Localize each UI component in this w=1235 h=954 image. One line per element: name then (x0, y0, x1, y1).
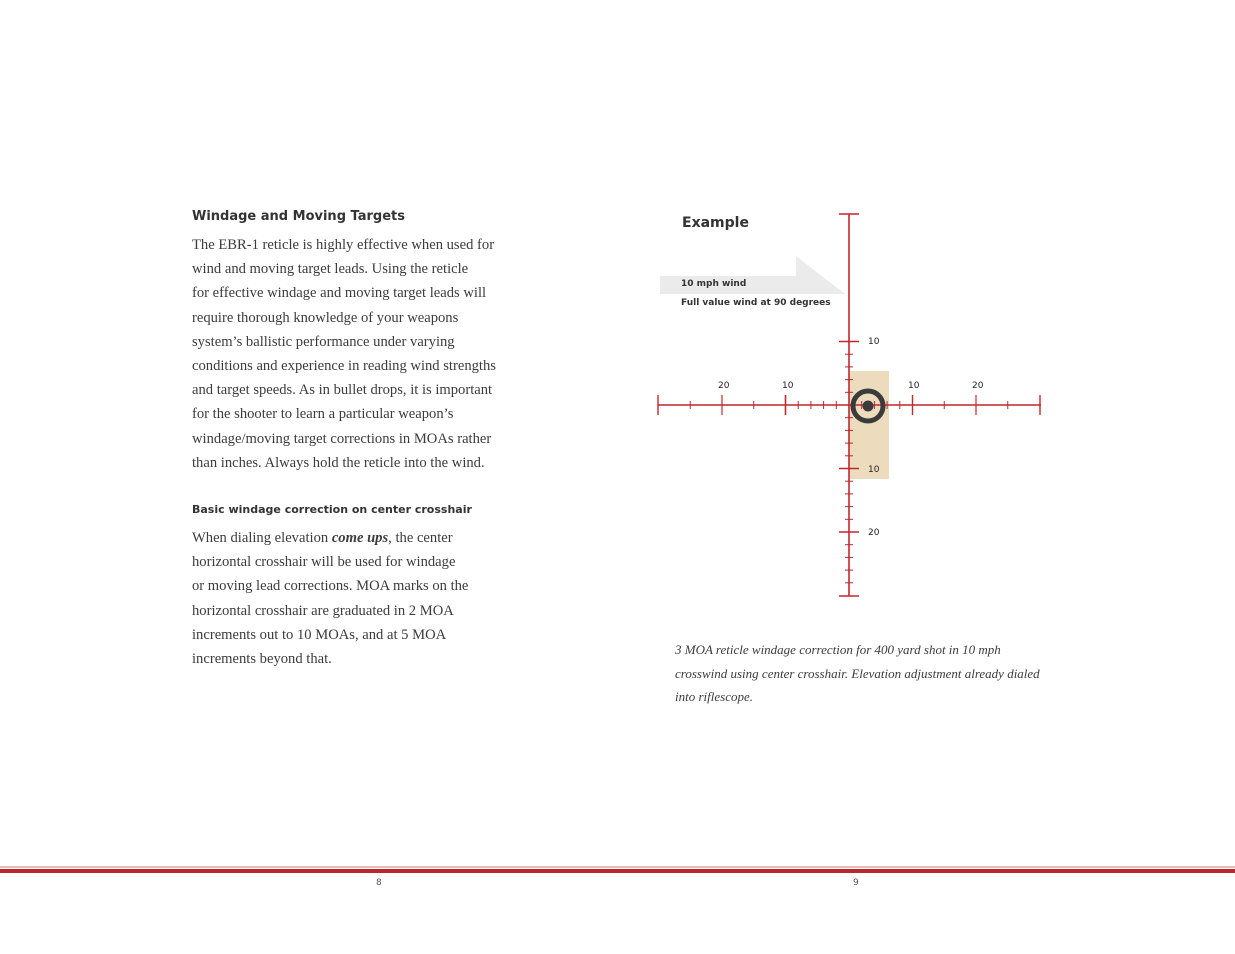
page-number-right: 9 (853, 878, 859, 888)
section-heading: Windage and Moving Targets (192, 209, 405, 224)
crosshair-lines (658, 214, 1041, 596)
paragraph-line: than inches. Always hold the reticle into the wind. (192, 454, 485, 471)
label-right-10: 10 (908, 381, 920, 391)
caption-line: crosswind using center crosshair. Elevation adjustment already dialed (675, 665, 1040, 681)
subsection-heading: Basic windage correction on center crosshair (192, 503, 472, 516)
caption-line: 3 MOA reticle windage correction for 400 yard shot in 10 mph (675, 642, 1001, 657)
footer-rule-light (0, 866, 1235, 868)
wind-description-label: Full value wind at 90 degrees (681, 298, 831, 308)
paragraph-line: wind and moving target leads. Using the reticle (192, 261, 469, 278)
paragraph-line: horizontal crosshair are graduated in 2 MOA (192, 602, 454, 619)
label-left-20: 20 (718, 381, 730, 391)
paragraph-line: conditions and experience in reading wind strengths (192, 358, 496, 375)
paragraph-line: or moving lead corrections. MOA marks on the (192, 578, 469, 595)
paragraph-line: horizontal crosshair will be used for windage (192, 554, 456, 571)
paragraph-line: and target speeds. As in bullet drops, it is important (192, 382, 493, 399)
hold-highlight (849, 371, 889, 479)
label-up-10: 10 (868, 337, 880, 347)
label-right-20: 20 (972, 381, 984, 391)
paragraph-line: for the shooter to learn a particular weapon’s (192, 406, 454, 423)
example-title: Example (682, 215, 749, 231)
paragraph-line: system’s ballistic performance under varying (192, 333, 455, 350)
paragraph-line: require thorough knowledge of your weapons (192, 309, 459, 326)
come-ups-emphasis: come ups (331, 530, 389, 546)
label-down-10: 10 (868, 465, 880, 475)
paragraph-line: windage/moving target corrections in MOAs rather (192, 430, 492, 447)
paragraph-line: The EBR-1 reticle is highly effective when used for (192, 237, 495, 253)
label-left-10: 10 (782, 381, 794, 391)
paragraph-text: , the center (388, 530, 453, 546)
figure-caption (675, 638, 1040, 709)
label-down-20: 20 (868, 528, 880, 538)
paragraph-text: When dialing elevation (192, 530, 332, 546)
paragraph-line: increments beyond that. (192, 651, 332, 668)
footer-rule (0, 869, 1235, 873)
paragraph-line: for effective windage and moving target leads will (192, 285, 487, 302)
page-number-left: 8 (376, 878, 382, 888)
caption-line: into riflescope. (675, 689, 753, 704)
wind-speed-label: 10 mph wind (681, 279, 747, 289)
paragraph-line: increments out to 10 MOAs, and at 5 MOA (192, 626, 447, 643)
